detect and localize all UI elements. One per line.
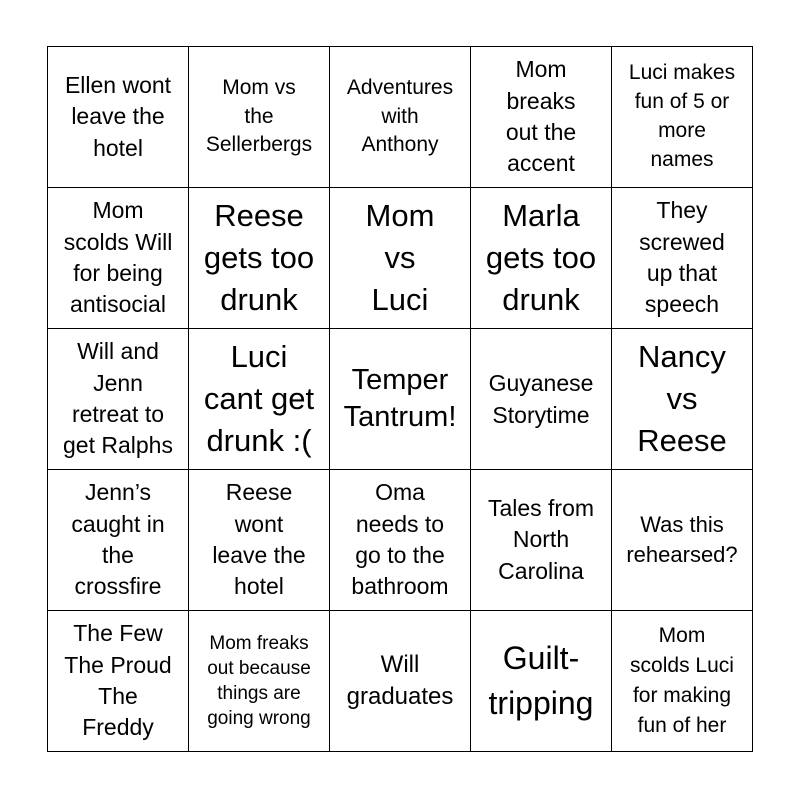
bingo-cell-label: Guyanese Storytime (488, 369, 594, 428)
bingo-cell-label: Luci cant get drunk :( (203, 339, 315, 458)
bingo-cell-label: Jenn’s caught in the crossfire (71, 479, 165, 600)
bingo-cell-label: Adventures with Anthony (346, 75, 454, 157)
bingo-cell-label: Nancy vs Reese (637, 339, 727, 458)
bingo-cell-label: Will graduates (346, 650, 454, 710)
bingo-cell-r5c4[interactable] (471, 611, 612, 752)
bingo-cell-r3c4[interactable] (471, 329, 612, 470)
bingo-cell-r4c4[interactable] (471, 470, 612, 611)
bingo-cell-r5c1[interactable] (48, 611, 189, 752)
bingo-cell-label: Mom vs Luci (365, 198, 435, 317)
bingo-cell-r3c1[interactable] (48, 329, 189, 470)
bingo-cell-label: Mom vs the Sellerbergs (205, 75, 313, 157)
bingo-cell-r2c3[interactable] (330, 188, 471, 329)
bingo-cell-label: Ellen wont leave the hotel (64, 72, 172, 161)
bingo-cell-r5c5[interactable] (612, 611, 753, 752)
bingo-cell-label: Mom scolds Will for being antisocial (63, 197, 173, 318)
bingo-cell-r4c1[interactable] (48, 470, 189, 611)
bingo-cell-r5c3[interactable] (330, 611, 471, 752)
bingo-cell-r1c2[interactable] (189, 47, 330, 188)
bingo-cell-r4c2[interactable] (189, 470, 330, 611)
bingo-cell-label: Reese wont leave the hotel (212, 479, 306, 600)
bingo-cell-label: The Few The Proud The Freddy (64, 620, 172, 741)
bingo-cell-label: Oma needs to go to the bathroom (351, 479, 449, 600)
bingo-cell-r2c1[interactable] (48, 188, 189, 329)
bingo-cell-r1c5[interactable] (612, 47, 753, 188)
bingo-cell-label: Temper Tantrum! (343, 364, 457, 433)
bingo-cell-r2c5[interactable] (612, 188, 753, 329)
bingo-cell-r1c4[interactable] (471, 47, 612, 188)
bingo-board (47, 46, 753, 752)
bingo-cell-r4c5[interactable] (612, 470, 753, 611)
bingo-cell-r4c3[interactable] (330, 470, 471, 611)
bingo-cell-label: Was this rehearsed? (626, 512, 738, 567)
bingo-cell-r1c1[interactable] (48, 47, 189, 188)
bingo-cell-label: Guilt- tripping (488, 640, 594, 721)
bingo-cell-label: Mom scolds Luci for making fun of her (630, 624, 734, 737)
bingo-cell-label: Marla gets too drunk (485, 198, 597, 317)
bingo-cell-label: Luci makes fun of 5 or more names (628, 61, 736, 171)
bingo-cell-r3c3[interactable] (330, 329, 471, 470)
bingo-cell-label: Mom freaks out because things are going wrong (207, 632, 311, 730)
bingo-cell-r3c5[interactable] (612, 329, 753, 470)
bingo-cell-label: Mom breaks out the accent (505, 56, 577, 177)
bingo-cell-label: Reese gets too drunk (203, 198, 315, 317)
bingo-cell-r3c2[interactable] (189, 329, 330, 470)
bingo-cell-r2c4[interactable] (471, 188, 612, 329)
bingo-cell-r2c2[interactable] (189, 188, 330, 329)
bingo-cell-label: Will and Jenn retreat to get Ralphs (63, 338, 173, 459)
bingo-cell-r1c3[interactable] (330, 47, 471, 188)
bingo-cell-label: They screwed up that speech (639, 197, 725, 318)
bingo-cell-r5c2[interactable] (189, 611, 330, 752)
bingo-cell-label: Tales from North Carolina (487, 495, 595, 584)
